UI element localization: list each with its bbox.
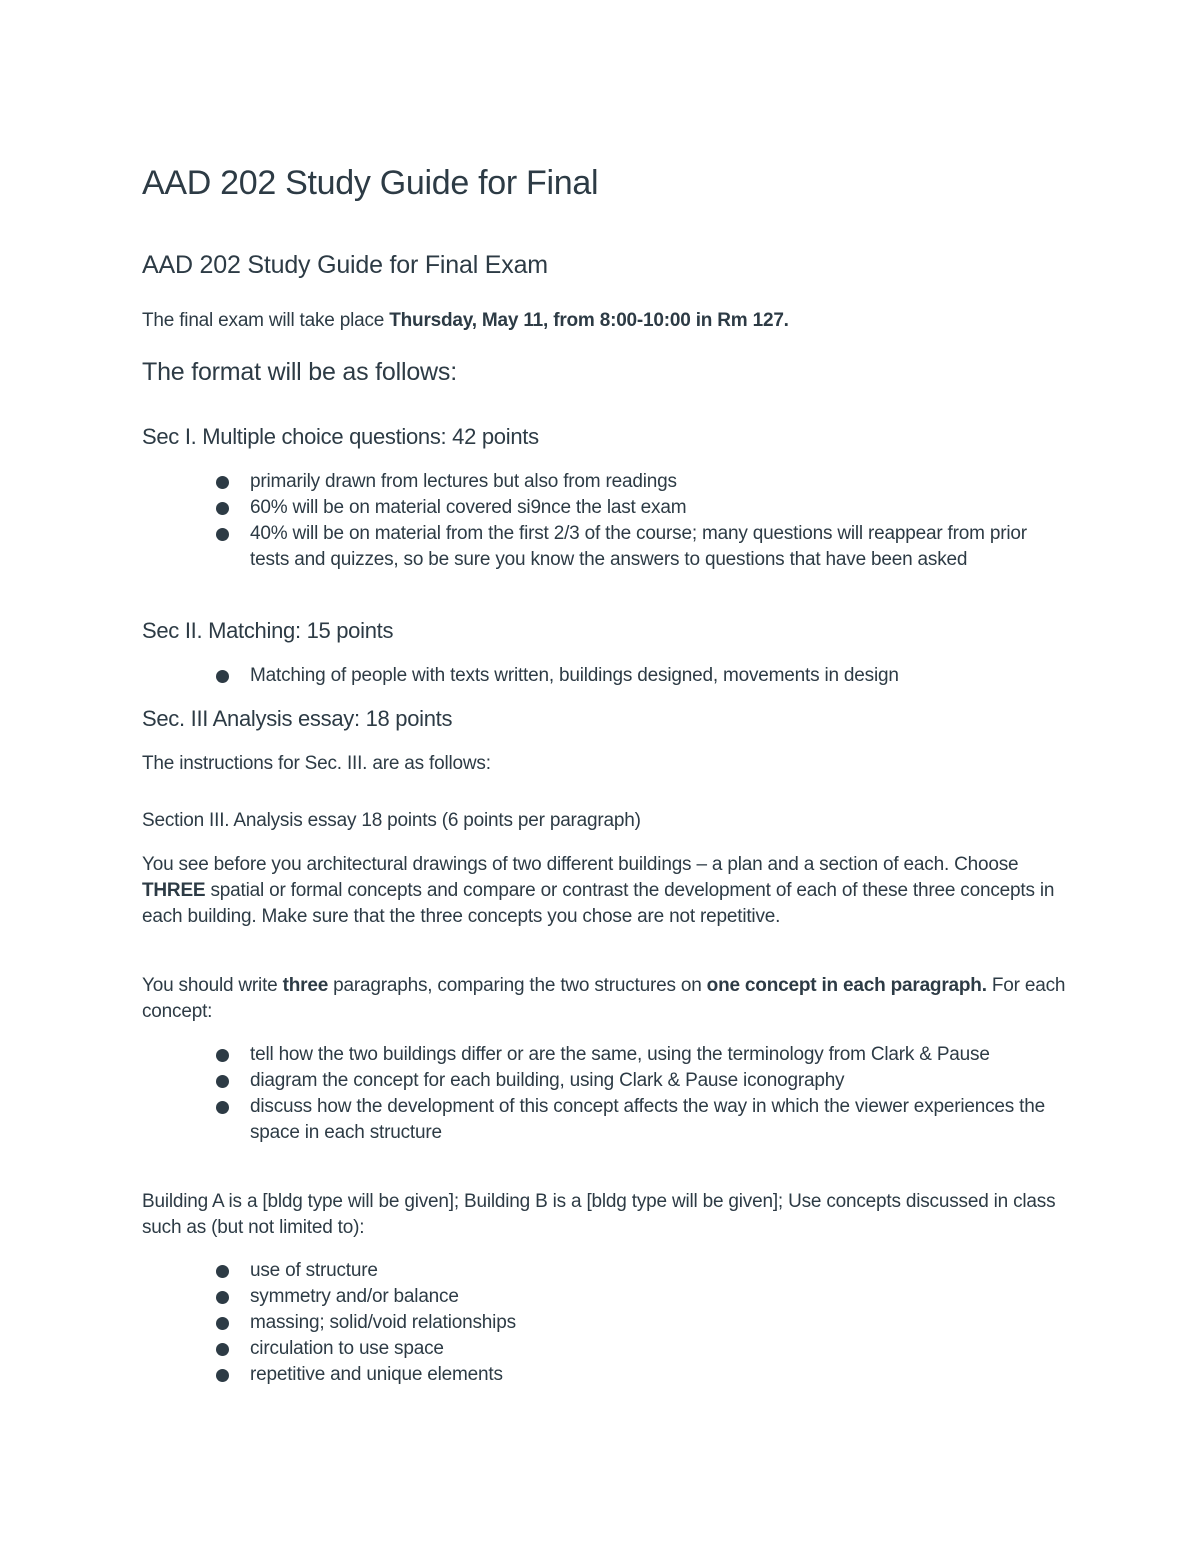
buildings-paragraph: Building A is a [bldg type will be given]; Building B is a [bldg type will be given]; Use concepts discussed in class such as (but not limited to):: [142, 1191, 1056, 1238]
bullet-icon: [216, 476, 229, 489]
sec3-heading: Sec. III Analysis essay: 18 points: [142, 706, 453, 731]
list-item: [214, 1068, 1054, 1094]
list-item: [214, 1094, 1054, 1146]
bullet-icon: [216, 528, 229, 541]
sec2-heading: Sec II. Matching: 15 points: [142, 618, 394, 643]
sec1-bullet-list: [214, 469, 1054, 573]
exam-info-paragraph: [142, 308, 1072, 334]
bullet-icon: [216, 1101, 229, 1114]
list-item: [214, 495, 1054, 521]
concepts-list: [214, 1258, 1054, 1388]
para2-text-a: You should write: [142, 975, 283, 996]
bullet-icon: [216, 1049, 229, 1062]
para2-bold-1: three: [282, 975, 329, 996]
list-item-text: discuss how the development of this concept affects the way in which the viewer experiences the space in each structure: [250, 1096, 1045, 1143]
list-item-text: tell how the two buildings differ or are the same, using the terminology from Clark & Pause: [250, 1044, 990, 1065]
bullet-icon: [216, 1343, 229, 1356]
para1-text-a: You see before you architectural drawings of two different buildings – a plan and a section of each. Choose: [142, 854, 1019, 875]
list-item-text: Matching of people with texts written, buildings designed, movements in design: [250, 665, 899, 686]
sec3-instructions-intro: The instructions for Sec. III. are as follows:: [142, 753, 491, 774]
bullet-icon: [216, 1291, 229, 1304]
bullet-icon: [216, 1369, 229, 1382]
list-item-text: use of structure: [250, 1260, 378, 1281]
list-item-text: 60% will be on material covered si9nce the last exam: [250, 497, 687, 518]
list-item-text: primarily drawn from lectures but also from readings: [250, 471, 677, 492]
list-item: [214, 469, 1054, 495]
bullet-icon: [216, 670, 229, 683]
list-item: [214, 1284, 1054, 1310]
list-item-text: 40% will be on material from the first 2/3 of the course; many questions will reappear from prior tests and quizzes, so be sure you know the answers to questions that have been asked: [250, 523, 1027, 570]
para2-bold-2: one concept in each paragraph.: [706, 975, 987, 996]
exam-intro-text: The final exam will take place: [142, 310, 390, 331]
list-item: [214, 1258, 1054, 1284]
para1-text-b: spatial or formal concepts and compare or contrast the development of each of these three concepts in each building. Make sure that the three concepts you chose are not repetitive.: [142, 880, 1055, 927]
list-item: [214, 1310, 1054, 1336]
sec3-paragraph-1: [142, 852, 1072, 930]
bullet-icon: [216, 502, 229, 515]
list-item: [214, 521, 1054, 573]
sec3-paragraph-2: [142, 973, 1072, 1025]
sec2-bullet-list: [214, 663, 1054, 689]
bullet-icon: [216, 1317, 229, 1330]
list-item: [214, 1336, 1054, 1362]
bullet-icon: [216, 1265, 229, 1278]
para2-text-b: paragraphs, comparing the two structures on: [328, 975, 707, 996]
exam-details-text: Thursday, May 11, from 8:00-10:00 in Rm 127.: [389, 310, 789, 331]
document-subtitle: AAD 202 Study Guide for Final Exam: [142, 251, 548, 279]
sec1-heading: Sec I. Multiple choice questions: 42 points: [142, 424, 539, 449]
format-heading: The format will be as follows:: [142, 358, 457, 386]
bullet-icon: [216, 1075, 229, 1088]
list-item: [214, 1042, 1054, 1068]
list-item: [214, 663, 1054, 689]
para1-bold: THREE: [142, 880, 206, 901]
list-item-text: symmetry and/or balance: [250, 1286, 459, 1307]
list-item-text: diagram the concept for each building, using Clark & Pause iconography: [250, 1070, 845, 1091]
list-item-text: circulation to use space: [250, 1338, 444, 1359]
list-item: [214, 1362, 1054, 1388]
document-title: AAD 202 Study Guide for Final: [142, 164, 599, 202]
concept-instructions-list: [214, 1042, 1054, 1146]
sec3-section-label: Section III. Analysis essay 18 points (6 points per paragraph): [142, 810, 641, 831]
list-item-text: repetitive and unique elements: [250, 1364, 503, 1385]
para2-text-c: For each concept:: [142, 975, 1066, 1022]
list-item-text: massing; solid/void relationships: [250, 1312, 516, 1333]
